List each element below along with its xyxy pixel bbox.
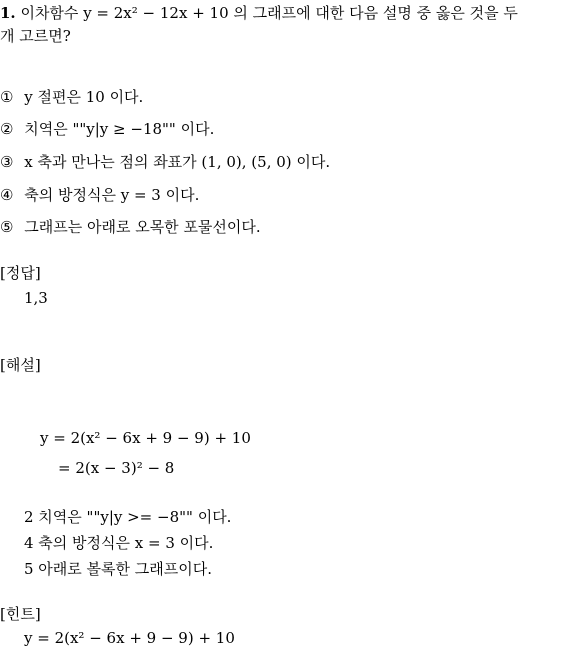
choice-text: x 축과 만나는 점의 좌표가 (1, 0), (5, 0) 이다. (24, 153, 331, 171)
choice-text: 축의 방정식은 y = 3 이다. (24, 186, 200, 204)
choice-text: 치역은 ""y|y ≥ −18"" 이다. (24, 120, 215, 138)
choice-4 (0, 186, 199, 204)
choice-1 (0, 88, 143, 106)
choice-mark: ① (0, 88, 14, 106)
choice-mark: ④ (0, 186, 14, 204)
question-equation: y = 2x² − 12x + 10 (83, 4, 229, 22)
choice-3 (0, 153, 330, 171)
question-line-1 (0, 4, 518, 22)
explanation-note-2: 4 축의 방정식은 x = 3 이다. (24, 534, 214, 552)
question-line-2: 개 고르면? (0, 27, 71, 45)
choice-5 (0, 218, 261, 236)
hint-eq: y = 2(x² − 6x + 9 − 9) + 10 (24, 629, 235, 647)
choice-mark: ③ (0, 153, 14, 171)
choice-text: 그래프는 아래로 오목한 포물선이다. (24, 218, 261, 236)
explanation-note-1: 2 치역은 ""y|y >= −8"" 이다. (24, 508, 232, 526)
question-text-post: 의 그래프에 대한 다음 설명 중 옳은 것을 두 (228, 4, 518, 22)
choice-mark: ② (0, 120, 14, 138)
explanation-eq-1: y = 2(x² − 6x + 9 − 9) + 10 (40, 429, 251, 447)
explanation-note-3: 5 아래로 볼록한 그래프이다. (24, 560, 213, 578)
question-number: 1. (0, 4, 16, 22)
choice-2 (0, 120, 214, 138)
question-text-pre: 이차함수 (20, 4, 84, 22)
hint-header: [힌트] (0, 605, 41, 623)
choice-text: y 절편은 10 이다. (24, 88, 144, 106)
explanation-header: [해설] (0, 356, 41, 374)
answer-value: 1,3 (24, 289, 48, 307)
choice-mark: ⑤ (0, 218, 14, 236)
explanation-eq-2: = 2(x − 3)² − 8 (58, 459, 175, 477)
answer-header: [정답] (0, 264, 41, 282)
